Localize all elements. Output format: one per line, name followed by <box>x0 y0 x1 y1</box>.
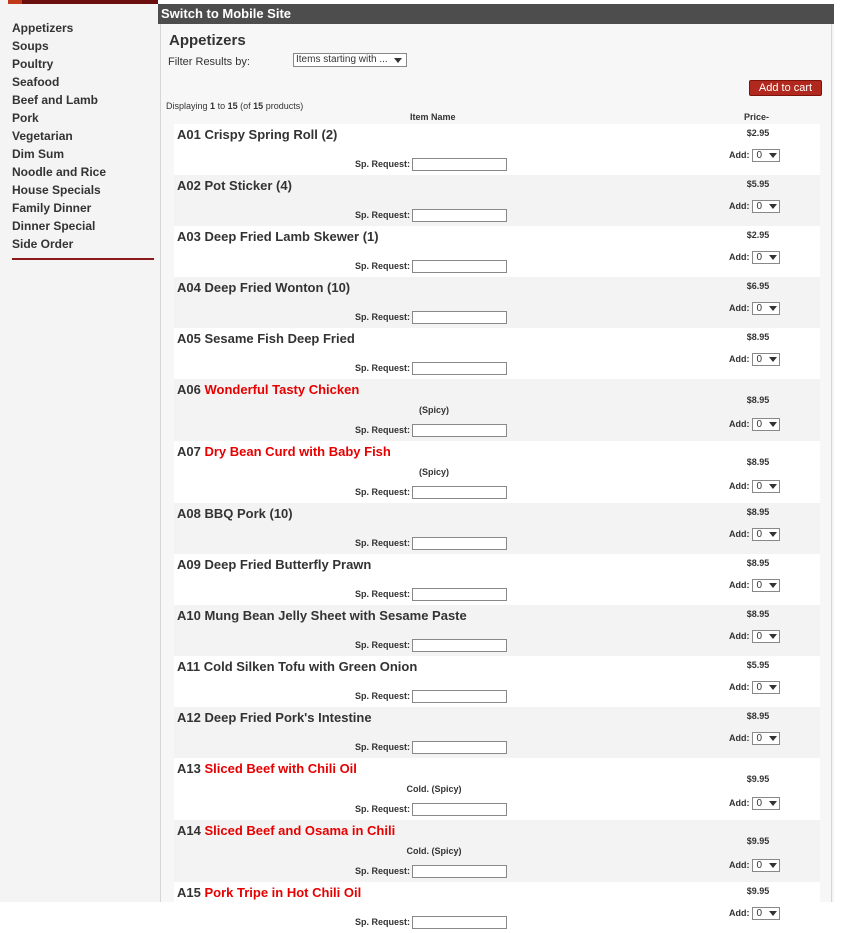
chevron-down-icon <box>769 484 777 489</box>
chevron-down-icon <box>769 255 777 260</box>
special-request-input[interactable] <box>412 916 507 929</box>
quantity-control <box>729 418 780 431</box>
category-link[interactable]: Family Dinner <box>12 201 92 215</box>
special-request <box>355 486 507 499</box>
category-link[interactable]: Beef and Lamb <box>12 93 99 107</box>
product-code: A03 <box>177 229 201 244</box>
add-label: Add: <box>729 528 750 539</box>
product-code: A02 <box>177 178 201 193</box>
category-list <box>12 19 158 253</box>
column-header-item-name: Item Name <box>410 112 456 122</box>
special-request-input[interactable] <box>412 639 507 652</box>
quantity-control <box>729 200 780 213</box>
special-request <box>355 865 507 878</box>
product-name[interactable]: Pot Sticker (4) <box>204 178 292 193</box>
special-request-input[interactable] <box>412 424 507 437</box>
quantity-value: 0 <box>756 481 763 492</box>
product-title <box>177 710 372 725</box>
product-row <box>174 441 820 503</box>
product-title <box>177 608 467 623</box>
product-code: A01 <box>177 127 201 142</box>
special-request-label: Sp. Request: <box>355 741 411 752</box>
product-title <box>177 506 293 521</box>
product-name[interactable]: Sliced Beef with Chili Oil <box>204 761 357 776</box>
product-price: $8.95 <box>746 507 770 517</box>
switch-to-mobile-link[interactable]: Switch to Mobile Site <box>158 4 834 24</box>
special-request-label: Sp. Request: <box>355 362 411 373</box>
special-request-input[interactable] <box>412 362 507 375</box>
chevron-down-icon <box>769 583 777 588</box>
page-right-margin <box>834 4 842 902</box>
special-request-label: Sp. Request: <box>355 865 411 876</box>
quantity-control <box>729 630 780 643</box>
special-request-label: Sp. Request: <box>355 803 411 814</box>
category-link[interactable]: House Specials <box>12 183 101 197</box>
product-name[interactable]: Deep Fried Butterfly Prawn <box>204 557 372 572</box>
product-code: A05 <box>177 331 201 346</box>
add-label: Add: <box>729 681 750 692</box>
special-request-input[interactable] <box>412 865 507 878</box>
special-request-label: Sp. Request: <box>355 537 411 548</box>
quantity-value: 0 <box>756 150 763 161</box>
quantity-value: 0 <box>756 908 763 919</box>
column-header-price: Price- <box>744 112 770 122</box>
product-price: $9.95 <box>746 836 770 846</box>
product-title <box>177 557 371 572</box>
product-price: $6.95 <box>746 281 770 291</box>
product-code: A15 <box>177 885 201 900</box>
product-price: $8.95 <box>746 395 770 405</box>
product-name[interactable]: Deep Fried Wonton (10) <box>204 280 351 295</box>
add-label: Add: <box>729 251 750 262</box>
product-row <box>174 758 820 820</box>
product-name[interactable]: Crispy Spring Roll (2) <box>204 127 338 142</box>
product-name[interactable]: Mung Bean Jelly Sheet with Sesame Paste <box>204 608 467 623</box>
sidebar <box>0 0 158 902</box>
quantity-value: 0 <box>756 354 763 365</box>
chevron-down-icon <box>769 685 777 690</box>
product-name[interactable]: Dry Bean Curd with Baby Fish <box>204 444 391 459</box>
special-request-input[interactable] <box>412 486 507 499</box>
product-title <box>177 823 395 838</box>
quantity-value: 0 <box>756 682 763 693</box>
product-row <box>174 277 820 328</box>
product-listing <box>160 24 832 927</box>
special-request <box>355 158 507 171</box>
product-price: $2.95 <box>746 230 770 240</box>
quantity-value: 0 <box>756 201 763 212</box>
product-name[interactable]: Deep Fried Pork's Intestine <box>204 710 372 725</box>
product-price: $5.95 <box>746 660 770 670</box>
quantity-select[interactable] <box>752 149 780 162</box>
filter-label: Filter Results by: <box>168 56 250 68</box>
product-price: $8.95 <box>746 711 770 721</box>
quantity-value: 0 <box>756 580 763 591</box>
quantity-value: 0 <box>756 733 763 744</box>
quantity-control <box>729 528 780 541</box>
page-title: Appetizers <box>169 32 246 49</box>
product-row <box>174 882 820 933</box>
quantity-select[interactable] <box>752 630 780 643</box>
product-row <box>174 226 820 277</box>
quantity-value: 0 <box>756 419 763 430</box>
product-code: A04 <box>177 280 201 295</box>
results-prefix: Displaying <box>166 101 208 111</box>
add-label: Add: <box>729 630 750 641</box>
product-code: A08 <box>177 506 201 521</box>
quantity-select[interactable] <box>752 418 780 431</box>
special-request <box>355 537 507 550</box>
add-label: Add: <box>729 859 750 870</box>
main-panel <box>158 4 834 927</box>
quantity-select[interactable] <box>752 579 780 592</box>
special-request-input[interactable] <box>412 588 507 601</box>
product-note: (Spicy) <box>418 405 449 415</box>
special-request-input[interactable] <box>412 209 507 222</box>
special-request-label: Sp. Request: <box>355 690 411 701</box>
product-name[interactable]: Sesame Fish Deep Fried <box>204 331 355 346</box>
quantity-control <box>729 353 780 366</box>
product-row <box>174 820 820 882</box>
product-rows <box>174 124 820 933</box>
results-count <box>166 101 303 111</box>
product-row <box>174 379 820 441</box>
quantity-value: 0 <box>756 303 763 314</box>
chevron-down-icon <box>769 736 777 741</box>
add-label: Add: <box>729 149 750 160</box>
add-label: Add: <box>729 302 750 313</box>
quantity-control <box>729 302 780 315</box>
add-label: Add: <box>729 418 750 429</box>
results-to-word: to <box>217 101 226 111</box>
chevron-down-icon <box>769 863 777 868</box>
product-row <box>174 605 820 656</box>
quantity-control <box>729 149 780 162</box>
product-name[interactable]: Cold Silken Tofu with Green Onion <box>203 659 418 674</box>
product-row <box>174 707 820 758</box>
special-request <box>355 209 507 222</box>
category-link[interactable]: Noodle and Rice <box>12 165 107 179</box>
special-request-input[interactable] <box>412 690 507 703</box>
chevron-down-icon <box>769 153 777 158</box>
quantity-select[interactable] <box>752 353 780 366</box>
product-price: $8.95 <box>746 609 770 619</box>
product-price: $5.95 <box>746 179 770 189</box>
category-link[interactable]: Appetizers <box>12 21 74 35</box>
quantity-select[interactable] <box>752 859 780 872</box>
add-label: Add: <box>729 579 750 590</box>
special-request-label: Sp. Request: <box>355 588 411 599</box>
results-from: 1 <box>210 101 216 111</box>
product-price: $8.95 <box>746 457 770 467</box>
product-code: A10 <box>177 608 201 623</box>
special-request <box>355 741 507 754</box>
product-note: Cold. (Spicy) <box>406 846 462 856</box>
special-request-label: Sp. Request: <box>355 916 411 927</box>
product-title <box>177 659 417 674</box>
quantity-control <box>729 907 780 920</box>
product-title <box>177 331 355 346</box>
add-label: Add: <box>729 480 750 491</box>
product-row <box>174 554 820 605</box>
add-label: Add: <box>729 797 750 808</box>
category-link[interactable]: Vegetarian <box>12 129 73 143</box>
product-name[interactable]: Deep Fried Lamb Skewer (1) <box>204 229 379 244</box>
chevron-down-icon <box>769 634 777 639</box>
product-code: A11 <box>177 659 201 674</box>
special-request <box>355 362 507 375</box>
add-to-cart-button[interactable]: Add to cart <box>749 80 822 96</box>
quantity-select[interactable] <box>752 251 780 264</box>
add-label: Add: <box>729 200 750 211</box>
product-name[interactable]: BBQ Pork (10) <box>204 506 293 521</box>
quantity-select[interactable] <box>752 681 780 694</box>
category-link[interactable]: Dinner Special <box>12 219 96 233</box>
quantity-control <box>729 732 780 745</box>
product-price: $9.95 <box>746 774 770 784</box>
quantity-select[interactable] <box>752 200 780 213</box>
product-row <box>174 656 820 707</box>
special-request-label: Sp. Request: <box>355 486 411 497</box>
special-request <box>355 424 507 437</box>
quantity-control <box>729 859 780 872</box>
category-link[interactable]: Seafood <box>12 75 60 89</box>
quantity-select[interactable] <box>752 528 780 541</box>
category-link[interactable]: Soups <box>12 39 49 53</box>
product-code: A09 <box>177 557 201 572</box>
quantity-control <box>729 480 780 493</box>
quantity-control <box>729 251 780 264</box>
product-name[interactable]: Pork Tripe in Hot Chili Oil <box>204 885 362 900</box>
product-code: A06 <box>177 382 201 397</box>
product-title <box>177 178 292 193</box>
special-request-label: Sp. Request: <box>355 639 411 650</box>
product-price: $8.95 <box>746 558 770 568</box>
sidebar-top-bar <box>8 0 158 4</box>
product-code: A14 <box>177 823 201 838</box>
product-note: Cold. (Spicy) <box>406 784 462 794</box>
product-price: $9.95 <box>746 886 770 896</box>
chevron-down-icon <box>394 58 402 63</box>
quantity-select[interactable] <box>752 907 780 920</box>
special-request-input[interactable] <box>412 803 507 816</box>
product-row <box>174 175 820 226</box>
special-request <box>355 916 507 929</box>
quantity-value: 0 <box>756 798 763 809</box>
add-label: Add: <box>729 353 750 364</box>
category-link[interactable]: Dim Sum <box>12 147 65 161</box>
special-request <box>355 803 507 816</box>
special-request-input[interactable] <box>412 260 507 273</box>
product-name[interactable]: Sliced Beef and Osama in Chili <box>204 823 396 838</box>
product-name[interactable]: Wonderful Tasty Chicken <box>204 382 360 397</box>
product-code: A07 <box>177 444 201 459</box>
special-request <box>355 588 507 601</box>
quantity-value: 0 <box>756 252 763 263</box>
sidebar-divider <box>12 258 154 260</box>
quantity-value: 0 <box>756 529 763 540</box>
product-title <box>177 229 379 244</box>
results-total: 15 <box>253 101 264 111</box>
chevron-down-icon <box>769 357 777 362</box>
filter-select[interactable] <box>293 53 407 67</box>
chevron-down-icon <box>769 532 777 537</box>
product-code: A12 <box>177 710 201 725</box>
quantity-value: 0 <box>756 631 763 642</box>
special-request-input[interactable] <box>412 741 507 754</box>
quantity-value: 0 <box>756 860 763 871</box>
product-row <box>174 124 820 175</box>
product-title <box>177 444 391 459</box>
special-request-input[interactable] <box>412 537 507 550</box>
special-request <box>355 260 507 273</box>
quantity-select[interactable] <box>752 480 780 493</box>
product-title <box>177 761 357 776</box>
product-price: $2.95 <box>746 128 770 138</box>
product-price: $8.95 <box>746 332 770 342</box>
special-request <box>355 311 507 324</box>
quantity-select[interactable] <box>752 302 780 315</box>
chevron-down-icon <box>769 422 777 427</box>
special-request-label: Sp. Request: <box>355 424 411 435</box>
chevron-down-icon <box>769 911 777 916</box>
filter-select-value: Items starting with ... <box>296 54 388 65</box>
chevron-down-icon <box>769 801 777 806</box>
product-title <box>177 127 337 142</box>
category-link[interactable]: Poultry <box>12 57 54 71</box>
special-request-input[interactable] <box>412 158 507 171</box>
product-row <box>174 328 820 379</box>
quantity-control <box>729 797 780 810</box>
quantity-select[interactable] <box>752 797 780 810</box>
results-of-close: products) <box>265 101 304 111</box>
chevron-down-icon <box>769 204 777 209</box>
product-code: A13 <box>177 761 201 776</box>
quantity-control <box>729 681 780 694</box>
quantity-select[interactable] <box>752 732 780 745</box>
special-request-label: Sp. Request: <box>355 209 411 220</box>
special-request <box>355 639 507 652</box>
category-link[interactable]: Pork <box>12 111 39 125</box>
product-title <box>177 280 350 295</box>
special-request-input[interactable] <box>412 311 507 324</box>
results-of-open: (of <box>240 101 251 111</box>
results-to: 15 <box>227 101 238 111</box>
special-request-label: Sp. Request: <box>355 311 411 322</box>
product-note: (Spicy) <box>418 467 449 477</box>
add-label: Add: <box>729 907 750 918</box>
special-request <box>355 690 507 703</box>
sidebar-top-accent <box>8 0 22 4</box>
add-label: Add: <box>729 732 750 743</box>
quantity-control <box>729 579 780 592</box>
product-title <box>177 885 361 900</box>
special-request-label: Sp. Request: <box>355 158 411 169</box>
product-row <box>174 503 820 554</box>
product-title <box>177 382 359 397</box>
category-link[interactable]: Side Order <box>12 237 74 251</box>
chevron-down-icon <box>769 306 777 311</box>
special-request-label: Sp. Request: <box>355 260 411 271</box>
